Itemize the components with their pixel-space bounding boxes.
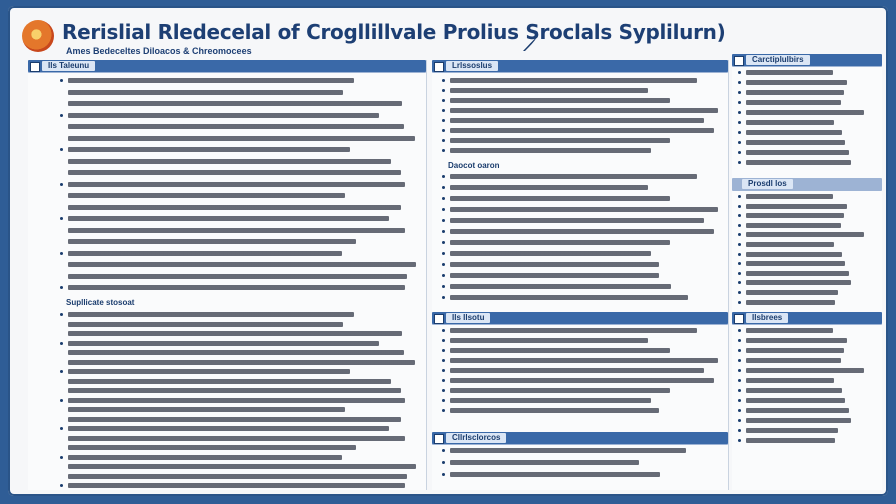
- bullet-icon: [60, 79, 63, 82]
- bullet-icon: [442, 369, 445, 372]
- bullet-icon: [738, 262, 741, 265]
- text-line: [68, 369, 350, 374]
- text-line: [68, 78, 354, 83]
- text-line: [450, 388, 670, 393]
- text-line: [746, 328, 833, 333]
- text-line: [68, 483, 405, 488]
- bullet-icon: [442, 379, 445, 382]
- bullet-icon: [738, 111, 741, 114]
- bullet-icon: [442, 241, 445, 244]
- text-line: [746, 130, 842, 135]
- bullet-icon: [60, 484, 63, 487]
- bullet-icon: [738, 91, 741, 94]
- text-line: [68, 285, 405, 290]
- section-title: Lrlssoslus: [446, 61, 498, 71]
- section-header: [432, 312, 728, 324]
- text-line: [746, 70, 833, 75]
- text-line: [450, 408, 659, 413]
- bullet-icon: [738, 389, 741, 392]
- text-line: [746, 358, 841, 363]
- bullet-icon: [442, 359, 445, 362]
- text-line: [746, 290, 838, 295]
- bullet-icon: [738, 379, 741, 382]
- bullet-icon: [442, 230, 445, 233]
- text-line: [450, 378, 714, 383]
- text-line: [746, 252, 842, 257]
- bullet-icon: [738, 195, 741, 198]
- text-line: [450, 118, 704, 123]
- bullet-icon: [442, 449, 445, 452]
- section-header: [432, 60, 728, 72]
- bullet-icon: [442, 329, 445, 332]
- text-line: [450, 295, 688, 300]
- bullet-icon: [60, 427, 63, 430]
- bullet-icon: [738, 399, 741, 402]
- text-line: [450, 138, 670, 143]
- section-title: Ils Taleunu: [42, 61, 95, 71]
- bullet-icon: [442, 109, 445, 112]
- text-line: [68, 379, 391, 384]
- bullet-icon: [738, 243, 741, 246]
- text-line: [68, 113, 379, 118]
- section-header: [732, 54, 882, 66]
- text-line: [68, 239, 356, 244]
- bullet-icon: [738, 151, 741, 154]
- bullet-icon: [442, 208, 445, 211]
- poster-title: Rerislial Rledecelal of Crogllillvale Prolius Sroclals Syplilurn): [62, 20, 726, 44]
- bullet-icon: [442, 219, 445, 222]
- text-line: [746, 378, 834, 383]
- right-lower-section: [732, 312, 882, 324]
- text-line: [68, 331, 402, 336]
- text-line: [450, 328, 697, 333]
- middle-column: [432, 60, 729, 490]
- mid-lower-section: [432, 312, 728, 324]
- bullet-icon: [60, 286, 63, 289]
- bullet-icon: [738, 131, 741, 134]
- bullet-icon: [442, 389, 445, 392]
- bullet-icon: [738, 429, 741, 432]
- text-line: [450, 273, 659, 278]
- section-header: [28, 60, 426, 72]
- bullet-icon: [442, 296, 445, 299]
- text-line: [68, 147, 350, 152]
- text-line: [746, 438, 835, 443]
- text-line: [68, 350, 404, 355]
- text-line: [68, 182, 405, 187]
- section-icon: [30, 62, 40, 72]
- poster-subtitle: Ames Bedeceltes Diloacos & Chreomocees: [66, 46, 252, 56]
- bullet-icon: [442, 263, 445, 266]
- bullet-icon: [60, 148, 63, 151]
- bullet-icon: [442, 274, 445, 277]
- bullet-icon: [738, 253, 741, 256]
- text-line: [450, 251, 651, 256]
- text-line: [450, 284, 671, 289]
- bullet-icon: [442, 186, 445, 189]
- bullet-icon: [738, 419, 741, 422]
- section-title: Carctiplulbirs: [746, 55, 810, 65]
- text-line: [68, 262, 416, 267]
- bullet-icon: [738, 439, 741, 442]
- section-icon: [434, 314, 444, 324]
- section-icon: [434, 62, 444, 72]
- text-line: [450, 229, 714, 234]
- bullet-icon: [442, 349, 445, 352]
- text-line: [68, 398, 405, 403]
- bullet-icon: [738, 301, 741, 304]
- text-line: [68, 388, 401, 393]
- mid-top-section: [432, 60, 728, 72]
- left-column: [28, 60, 427, 490]
- text-line: [450, 262, 659, 267]
- text-line: [746, 242, 834, 247]
- text-line: [746, 100, 841, 105]
- bullet-icon: [738, 101, 741, 104]
- text-line: [746, 213, 844, 218]
- text-line: [450, 207, 718, 212]
- text-line: [450, 108, 718, 113]
- text-line: [746, 398, 845, 403]
- section-icon: [734, 314, 744, 324]
- text-line: [746, 194, 833, 199]
- text-line: [746, 204, 847, 209]
- left-subheading: Supllicate stosoat: [66, 298, 135, 307]
- left-top-section: [28, 60, 426, 72]
- bullet-icon: [442, 409, 445, 412]
- bullet-icon: [442, 139, 445, 142]
- text-line: [68, 193, 345, 198]
- bullet-icon: [738, 281, 741, 284]
- bullet-icon: [738, 161, 741, 164]
- text-line: [68, 170, 401, 175]
- text-line: [450, 448, 686, 453]
- text-line: [450, 358, 718, 363]
- text-line: [746, 90, 844, 95]
- text-line: [746, 150, 849, 155]
- text-line: [746, 418, 851, 423]
- bullet-icon: [442, 129, 445, 132]
- mid-subheading: Daocot oaron: [448, 161, 500, 170]
- text-line: [450, 338, 648, 343]
- bullet-icon: [60, 252, 63, 255]
- bullet-icon: [738, 409, 741, 412]
- bullet-icon: [60, 342, 63, 345]
- text-line: [68, 228, 405, 233]
- section-title: Prosdl los: [742, 179, 793, 189]
- text-line: [68, 341, 379, 346]
- text-line: [746, 140, 845, 145]
- text-line: [746, 223, 841, 228]
- text-line: [746, 280, 851, 285]
- quill-icon: [520, 34, 540, 54]
- bullet-icon: [442, 285, 445, 288]
- right-column: [732, 54, 882, 490]
- text-line: [450, 185, 648, 190]
- text-line: [746, 110, 864, 115]
- text-line: [746, 261, 845, 266]
- bullet-icon: [738, 121, 741, 124]
- text-line: [746, 428, 838, 433]
- text-line: [746, 368, 864, 373]
- bullet-icon: [442, 252, 445, 255]
- text-line: [450, 78, 697, 83]
- text-line: [68, 445, 356, 450]
- text-line: [68, 205, 401, 210]
- section-icon: [434, 434, 444, 444]
- text-line: [746, 388, 842, 393]
- bullet-icon: [738, 369, 741, 372]
- text-line: [68, 474, 407, 479]
- text-line: [746, 271, 849, 276]
- text-line: [450, 196, 670, 201]
- bullet-icon: [738, 141, 741, 144]
- text-line: [450, 128, 714, 133]
- bullet-icon: [442, 399, 445, 402]
- text-line: [746, 348, 844, 353]
- text-line: [68, 251, 342, 256]
- bullet-icon: [738, 81, 741, 84]
- text-line: [746, 160, 851, 165]
- bullet-icon: [60, 183, 63, 186]
- text-line: [450, 98, 670, 103]
- text-line: [450, 218, 704, 223]
- text-line: [450, 398, 651, 403]
- text-line: [68, 312, 354, 317]
- section-title: Ilsbrees: [746, 313, 788, 323]
- right-top-section: [732, 54, 882, 66]
- text-line: [68, 216, 389, 221]
- bullet-icon: [442, 197, 445, 200]
- section-icon: [734, 56, 744, 66]
- text-line: [68, 322, 343, 327]
- section-title: Cllrlsclorcos: [446, 433, 506, 443]
- bullet-icon: [442, 149, 445, 152]
- bullet-icon: [60, 313, 63, 316]
- right-mid-section: [732, 178, 882, 190]
- text-line: [450, 240, 670, 245]
- section-header: [732, 178, 882, 190]
- bullet-icon: [442, 99, 445, 102]
- text-line: [746, 338, 847, 343]
- text-line: [450, 348, 670, 353]
- text-line: [746, 232, 864, 237]
- bullet-icon: [738, 349, 741, 352]
- text-line: [68, 455, 342, 460]
- bullet-icon: [60, 114, 63, 117]
- text-line: [68, 436, 405, 441]
- text-line: [450, 148, 651, 153]
- bullet-icon: [60, 399, 63, 402]
- text-line: [68, 136, 415, 141]
- text-line: [68, 426, 389, 431]
- section-header: [432, 432, 728, 444]
- text-line: [68, 407, 345, 412]
- bullet-icon: [442, 473, 445, 476]
- bullet-icon: [738, 224, 741, 227]
- bullet-icon: [738, 359, 741, 362]
- bullet-icon: [738, 214, 741, 217]
- text-line: [450, 174, 697, 179]
- text-line: [450, 368, 704, 373]
- text-line: [746, 80, 847, 85]
- text-line: [68, 124, 404, 129]
- text-line: [68, 464, 416, 469]
- text-line: [450, 472, 660, 477]
- section-title: Ils Ilsotu: [446, 313, 490, 323]
- bullet-icon: [60, 456, 63, 459]
- bullet-icon: [738, 329, 741, 332]
- text-line: [68, 90, 343, 95]
- text-line: [746, 120, 834, 125]
- mid-bottom-section: [432, 432, 728, 444]
- bullet-icon: [442, 175, 445, 178]
- bullet-icon: [442, 119, 445, 122]
- text-line: [68, 101, 402, 106]
- bullet-icon: [442, 461, 445, 464]
- logo-icon: [22, 20, 54, 52]
- text-line: [746, 300, 835, 305]
- bullet-icon: [442, 339, 445, 342]
- text-line: [746, 408, 849, 413]
- text-line: [68, 417, 401, 422]
- bullet-icon: [60, 217, 63, 220]
- bullet-icon: [738, 339, 741, 342]
- bullet-icon: [738, 272, 741, 275]
- bullet-icon: [60, 370, 63, 373]
- bullet-icon: [442, 89, 445, 92]
- poster-sheet: [8, 6, 888, 496]
- bullet-icon: [738, 71, 741, 74]
- text-line: [450, 460, 639, 465]
- bullet-icon: [738, 233, 741, 236]
- bullet-icon: [738, 291, 741, 294]
- bullet-icon: [738, 205, 741, 208]
- text-line: [68, 274, 407, 279]
- text-line: [450, 88, 648, 93]
- text-line: [68, 159, 391, 164]
- section-header: [732, 312, 882, 324]
- text-line: [68, 360, 415, 365]
- bullet-icon: [442, 79, 445, 82]
